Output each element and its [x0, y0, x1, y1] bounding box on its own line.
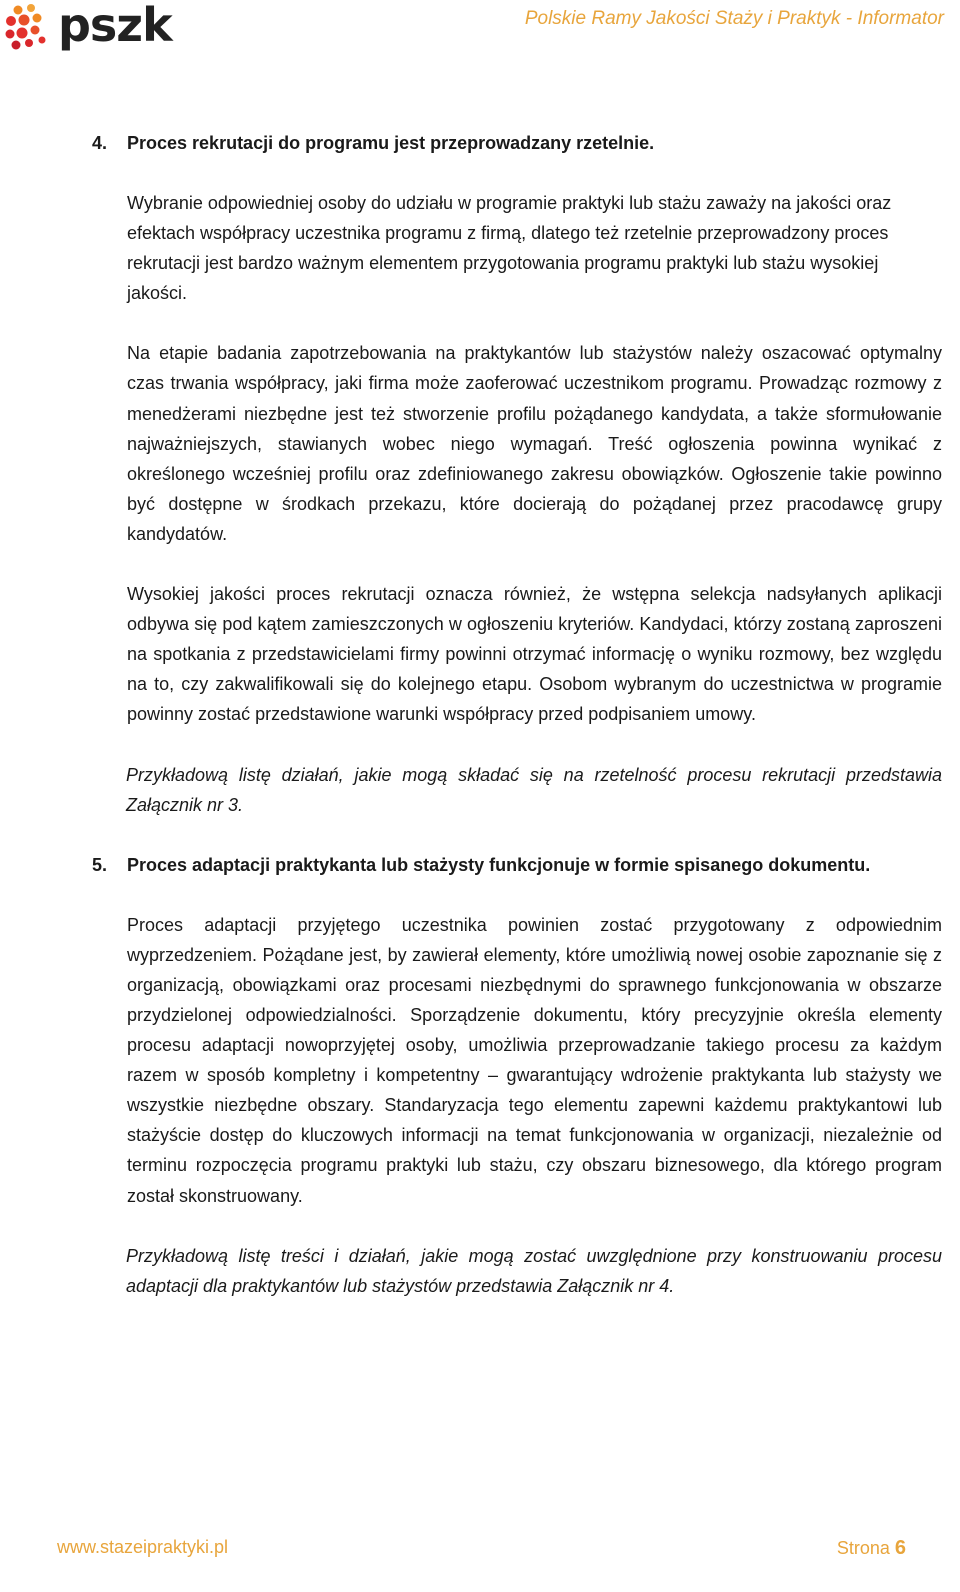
- header-title: Polskie Ramy Jakości Staży i Praktyk - Informator: [524, 8, 944, 29]
- section-5-title: Proces adaptacji praktykanta lub stażysty funkcjonuje w formie spisanego dokumentu.: [127, 854, 871, 875]
- section-4-title: Proces rekrutacji do programu jest przeprowadzany rzetelnie.: [127, 133, 655, 153]
- section-5-heading: [0, 850, 942, 880]
- logo-text: pszk: [58, 0, 172, 52]
- section-4-heading: [0, 128, 942, 158]
- page-number: 6: [894, 1537, 906, 1559]
- section-5-number: 5.: [92, 854, 108, 875]
- section-4-paragraph-3: Wysokiej jakości proces rekrutacji oznacza również, że wstępna selekcja nadsyłanych aplikacji odbywa się pod kątem zamieszczonych w ogłoszeniu kryteriów. Kandydaci, którzy zostaną zaproszeni na spotkania z przedstawicielami firmy powinni otrzymać informację o wyniku rozmowy, bez względu na to, czy zakwalifikowali się do kolejnego etapu. Osobom wybranym do uczestnictwa w programie powinny zostać przedstawione warunki współpracy przed podpisaniem umowy.: [127, 584, 942, 725]
- footer-website-link[interactable]: www.stazeipraktyki.pl: [57, 1537, 229, 1557]
- document-body: [0, 128, 960, 1301]
- page-label: Strona: [836, 1538, 890, 1558]
- section-4-paragraph-2: Na etapie badania zapotrzebowania na praktykantów lub stażystów należy oszacować optymalny czas trwania współpracy, jaki firma może zaoferować uczestnikom programu. Prowadząc rozmowy z menedżerami niezbędne jest też stworzenie profilu pożądanego kandydata, a także sformułowanie najważniejszych, stawianych wobec niego wymagań. Treść ogłoszenia powinna wynikać z określonego wcześniej profilu oraz zdefiniowanego zakresu obowiązków. Ogłoszenie takie powinno być dostępne w środkach przekazu, które docierają do pożądanej przez pracodawcę grupy kandydatów.: [127, 343, 942, 544]
- logo-dots-icon: [4, 2, 56, 54]
- footer-page-indicator: [837, 1537, 906, 1560]
- section-4-note: Przykładową listę działań, jakie mogą składać się na rzetelność procesu rekrutacji przedstawia Załącznik nr 3.: [126, 764, 942, 815]
- section-4-number: 4.: [92, 133, 108, 153]
- pszk-logo: [4, 2, 172, 54]
- section-4-paragraph-1: Wybranie odpowiedniej osoby do udziału w programie praktyki lub stażu zaważy na jakości oraz efektach współpracy uczestnika programu z firmą, dlatego też rzetelnie przeprowadzony proces rekrutacji jest bardzo ważnym elementem przygotowania programu praktyki lub stażu wysokiej jakości.: [127, 193, 892, 304]
- section-5-paragraph-1: Proces adaptacji przyjętego uczestnika powinien zostać przygotowany z odpowiednim wyprzedzeniem. Pożądane jest, by zawierał elementy, które umożliwią nowej osobie zapoznanie się z organizacją, obowiązkami oraz procesami niezbędnymi do sprawnego funkcjonowania w obszarze przydzielonej odpowiedzialności. Sporządzenie dokumentu, który precyzyjnie określa elementy procesu adaptacji nowoprzyjętej osoby, umożliwia przeprowadzanie takiego procesu za każdym razem w sposób kompletny i kompetentny – gwarantujący wdrożenie praktykanta lub stażysty we wszystkie niezbędne obszary. Standaryzacja tego elementu zapewni każdemu praktykantowi lub stażyście dostęp do kluczowych informacji na temat funkcjonowania w organizacji, niezależnie od terminu rozpoczęcia programu praktyki lub stażu, czy obszaru biznesowego, dla którego program został skonstruowany.: [127, 914, 942, 1206]
- section-5-note: Przykładową listę treści i działań, jakie mogą zostać uwzględnione przy konstruowaniu procesu adaptacji dla praktykantów lub stażystów przedstawia Załącznik nr 4.: [126, 1245, 942, 1296]
